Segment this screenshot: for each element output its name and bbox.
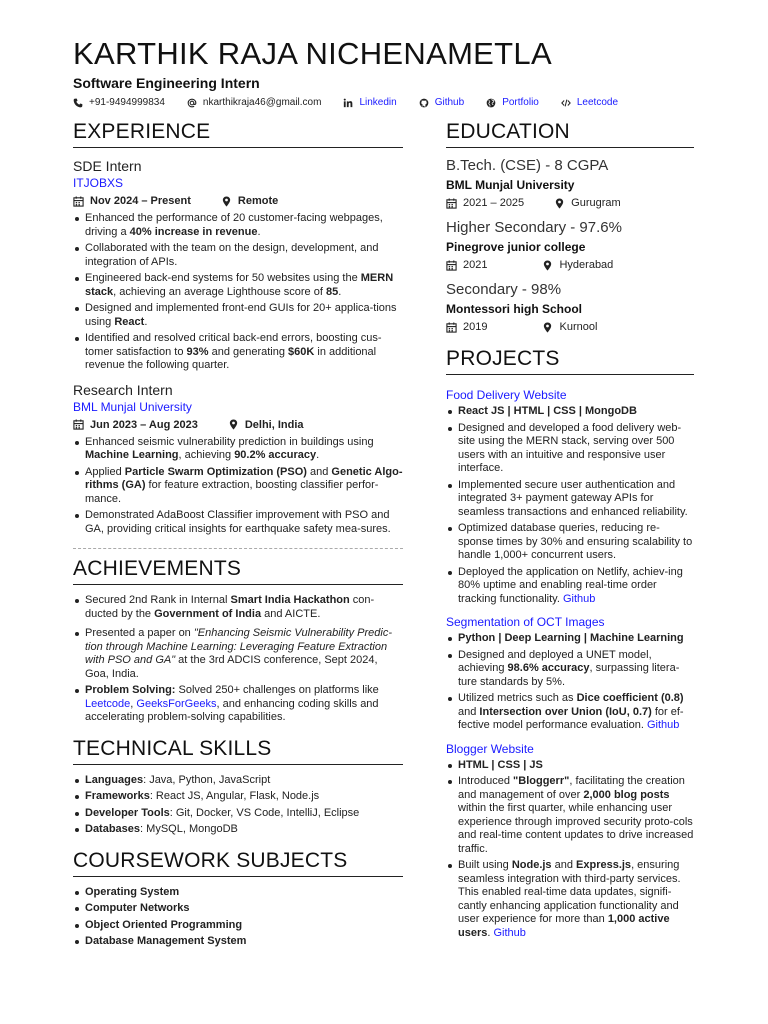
contact-email[interactable] (187, 97, 322, 108)
location-pin-icon (542, 260, 553, 271)
linkedin-icon (343, 98, 353, 108)
coursework-heading: COURSEWORK SUBJECTS (73, 849, 403, 877)
job-org: ITJOBXS (73, 176, 124, 190)
list-item: Engineered back-end systems for 50 websites using the MERN stack, achieving an average Lighthouse score of 85. (73, 272, 403, 299)
education-heading: EDUCATION (446, 120, 694, 148)
right-column (446, 120, 694, 943)
list-item: Introduced "Bloggerr", facilitating the creation and management of over 2,000 blog posts within the first quarter, while enhancing user experience through improved security proto-cols and real-time content updates to drive increased traffic. (446, 775, 694, 856)
contact-github[interactable] (419, 97, 464, 108)
education-location: Hyderabad (542, 259, 613, 271)
email-address[interactable]: nkarthikraja46@gmail.com (202, 97, 322, 108)
resume-header (73, 38, 713, 108)
experience-entry (73, 382, 403, 537)
left-column (73, 120, 403, 952)
geeksforgeeks-profile-link[interactable]: GeeksForGeeks (136, 697, 217, 710)
list-item: Implemented secure user authentication and integrated 3+ payment gateway APIs for seamless transactions and enhanced reliability. (446, 479, 694, 520)
education-location: Gurugram (554, 197, 621, 209)
candidate-name: KARTHIK RAJA NICHENAMETLA (73, 36, 552, 71)
contact-leetcode[interactable] (561, 97, 618, 108)
list-item: Frameworks: React JS, Angular, Flask, Node.js (73, 790, 403, 804)
job-location: Remote (221, 195, 278, 207)
skills-heading: TECHNICAL SKILLS (73, 737, 403, 765)
list-item: Secured 2nd Rank in Internal Smart India Hackathon con-ducted by the Government of India and AICTE. (73, 594, 403, 621)
projects-heading: PROJECTS (446, 347, 694, 375)
project-github-link[interactable]: Github (562, 592, 596, 605)
job-bullets (73, 212, 403, 373)
list-item: Utilized metrics such as Dice coefficient (0.8) and Intersection over Union (IoU, 0.7) for ef-fective model performance evaluation. Github (446, 692, 694, 733)
list-item: Operating System (73, 886, 403, 900)
education-degree: B.Tech. (CSE) - 8 CGPA (446, 157, 609, 174)
list-item: Databases: MySQL, MongoDB (73, 823, 403, 837)
contact-bar (73, 97, 713, 108)
at-icon (187, 98, 197, 108)
calendar-icon (446, 198, 457, 209)
job-dates: Jun 2023 – Aug 2023 (73, 419, 198, 431)
list-item: Deployed the application on Netlify, achiev-ing 80% uptime and enabling real-time order tracking functionality. Github (446, 566, 694, 607)
education-location: Kurnool (542, 321, 597, 333)
calendar-icon (446, 322, 457, 333)
project-bullets (446, 632, 694, 733)
project-title[interactable]: Food Delivery Website (446, 388, 567, 402)
list-item: Optimized database queries, reducing re-sponse times by 30% and ensuring scalability to handle 1,000+ concurrent users. (446, 522, 694, 563)
list-item: HTML | CSS | JS (446, 759, 694, 773)
project-bullets (446, 405, 694, 606)
globe-icon (486, 98, 496, 108)
github-icon (419, 98, 429, 108)
project-bullets (446, 759, 694, 941)
calendar-icon (73, 419, 84, 430)
contact-phone (73, 97, 165, 108)
project-title[interactable]: Segmentation of OCT Images (446, 615, 605, 629)
list-item: Languages: Java, Python, JavaScript (73, 774, 403, 788)
skills-list (73, 774, 403, 837)
education-dates: 2021 (446, 259, 487, 271)
education-dates: 2021 – 2025 (446, 197, 524, 209)
portfolio-link[interactable]: Portfolio (502, 97, 539, 108)
location-pin-icon (542, 322, 553, 333)
job-bullets (73, 436, 403, 537)
job-title: Research Intern (73, 381, 173, 398)
candidate-role: Software Engineering Intern (73, 75, 260, 91)
education-institution: Pinegrove junior college (446, 240, 586, 254)
project-entry (446, 615, 694, 733)
list-item: Demonstrated AdaBoost Classifier improvement with PSO and GA, providing critical insights for earthquake safety mea-sures. (73, 509, 403, 536)
list-item: Collaborated with the team on the design, development, and integration of APIs. (73, 242, 403, 269)
phone-icon (73, 98, 83, 108)
job-meta (73, 419, 403, 431)
coursework-list (73, 886, 403, 949)
project-github-link[interactable]: Github (493, 926, 526, 939)
list-item: Presented a paper on "Enhancing Seismic Vulnerability Predic-tion through Machine Learning: Leveraging Feature Extraction with PSO and GA" at the 3rd ADCIS conference, Sept 2024, Goa, India. (73, 627, 403, 681)
education-dates: 2019 (446, 321, 487, 333)
education-degree: Secondary - 98% (446, 281, 562, 298)
linkedin-link[interactable]: Linkedin (359, 97, 397, 108)
section-divider (73, 548, 403, 549)
education-entry (446, 157, 694, 209)
education-meta (446, 259, 694, 271)
education-meta (446, 197, 694, 209)
list-item: Designed and developed a food delivery web-site using the MERN stack, serving over 500 users with an intuitive and responsive user interface. (446, 422, 694, 476)
education-meta (446, 321, 694, 333)
list-item: Computer Networks (73, 902, 403, 916)
contact-portfolio[interactable] (486, 97, 539, 108)
list-item: Identified and resolved critical back-end errors, boosting cus-tomer satisfaction to 93% and generating $60K in additional revenue the following quarter. (73, 332, 403, 373)
job-meta (73, 195, 403, 207)
job-location: Delhi, India (228, 419, 304, 431)
code-icon (561, 98, 571, 108)
education-institution: BML Munjal University (446, 178, 575, 192)
location-pin-icon (221, 196, 232, 207)
list-item: Problem Solving: Solved 250+ challenges on platforms like Leetcode, GeeksForGeeks, and enhancing coding skills and accelerating problem-solving capabilities. (73, 684, 403, 725)
calendar-icon (73, 196, 84, 207)
experience-heading: EXPERIENCE (73, 120, 403, 148)
phone-number: +91-9494999834 (89, 97, 165, 108)
list-item: Object Oriented Programming (73, 919, 403, 933)
list-item: Python | Deep Learning | Machine Learning (446, 632, 694, 646)
education-degree: Higher Secondary - 97.6% (446, 219, 622, 236)
list-item: React JS | HTML | CSS | MongoDB (446, 405, 694, 419)
list-item: Developer Tools: Git, Docker, VS Code, IntelliJ, Eclipse (73, 807, 403, 821)
project-github-link[interactable]: Github (646, 719, 680, 731)
achievements-list (73, 594, 403, 725)
list-item: Designed and implemented front-end GUIs for 20+ applica-tions using React. (73, 302, 403, 329)
job-title: SDE Intern (73, 158, 142, 174)
list-item: Enhanced the performance of 20 customer-facing webpages, driving a 40% increase in revenue. (73, 212, 403, 239)
job-org: BML Munjal University (73, 399, 192, 414)
experience-entry (73, 158, 403, 373)
project-entry (446, 742, 694, 941)
project-title[interactable]: Blogger Website (446, 741, 534, 756)
job-dates: Nov 2024 – Present (73, 195, 191, 207)
list-item: Applied Particle Swarm Optimization (PSO) and Genetic Algo-rithms (GA) for feature extraction, boosting classifier perfor-mance. (73, 466, 403, 507)
education-entry (446, 219, 694, 271)
project-entry (446, 388, 694, 606)
list-item: Database Management System (73, 935, 403, 949)
location-pin-icon (228, 419, 239, 430)
leetcode-profile-link[interactable]: Leetcode (85, 697, 131, 710)
list-item: Built using Node.js and Express.js, ensuring seamless integration with third-party services. This enabled real-time data updates, signifi-cantly enhancing application functionality and user experience for more than 1,000 active users. Github (446, 859, 694, 940)
list-item: Designed and deployed a UNET model, achieving 98.6% accuracy, surpassing litera-ture standards by 5%. (446, 649, 694, 690)
education-entry (446, 281, 694, 333)
github-link[interactable]: Github (434, 97, 465, 108)
leetcode-link[interactable]: Leetcode (576, 97, 619, 108)
list-item: Enhanced seismic vulnerability prediction in buildings using Machine Learning, achieving 90.2% accuracy. (73, 436, 403, 463)
contact-linkedin[interactable] (343, 97, 396, 108)
calendar-icon (446, 260, 457, 271)
achievements-heading: ACHIEVEMENTS (73, 557, 403, 585)
location-pin-icon (554, 198, 565, 209)
education-institution: Montessori high School (446, 302, 583, 316)
